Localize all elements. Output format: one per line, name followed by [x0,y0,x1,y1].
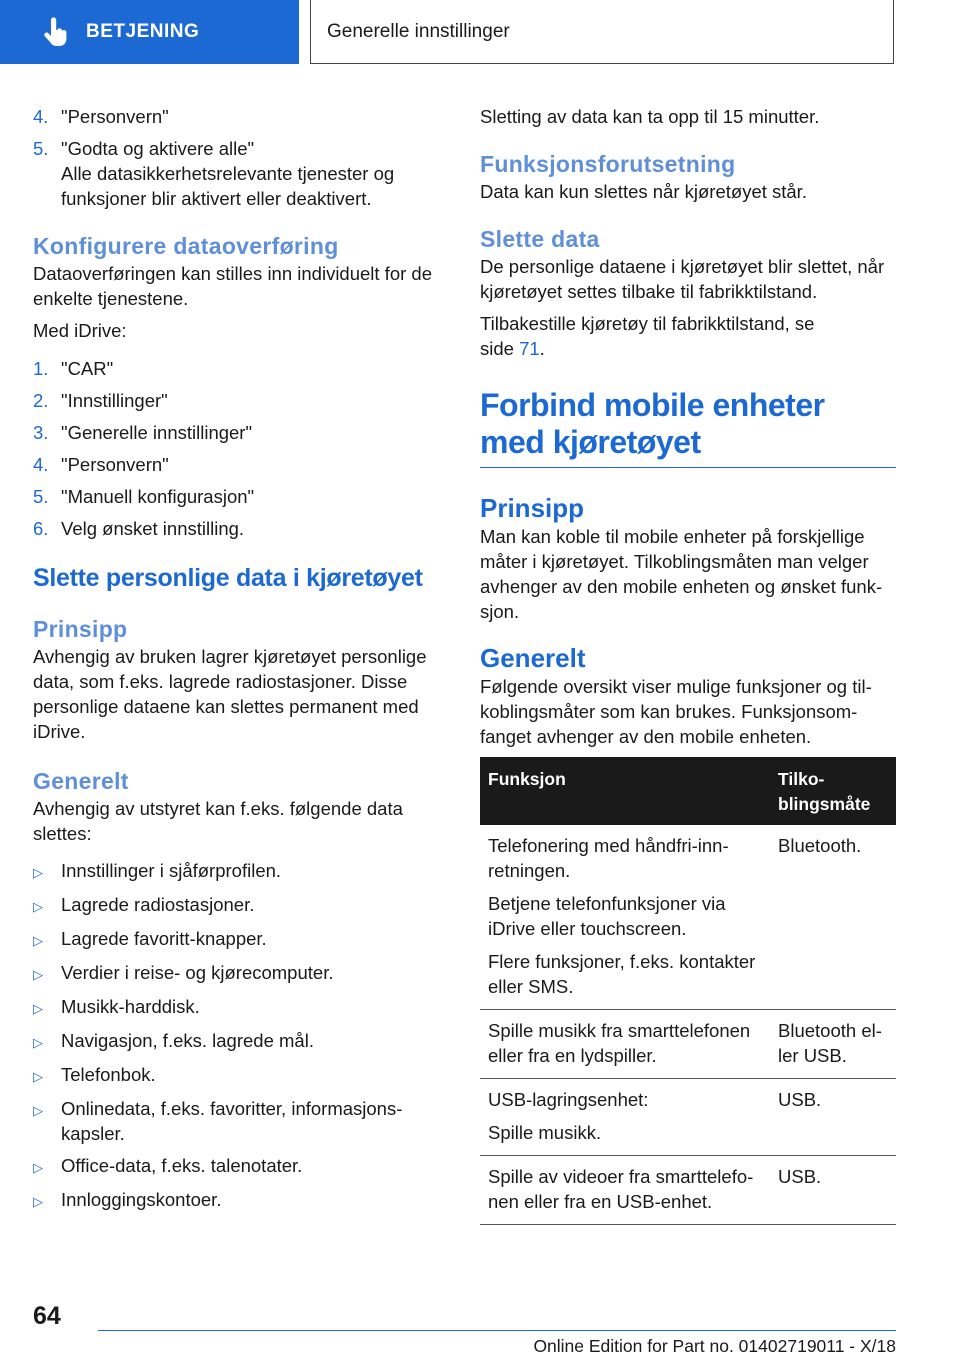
list-item [33,104,443,129]
list-text: Musikk-harddisk. [61,996,200,1017]
cell-text: Flere funksjoner, f.eks. kontakter eller SMS. [488,951,756,997]
heading-slette-personlige-data: Slette personlige data i kjøretøyet [33,564,423,592]
list-item [33,892,443,919]
left-column [33,104,443,1221]
cell-tilkobling: Bluetooth el-ler USB. [770,1010,896,1079]
list-item [33,388,443,413]
cell-funksjon [480,1156,770,1225]
list-item [33,136,443,161]
list-text: "Innstillinger" [61,390,168,411]
list-item [33,926,443,953]
list-text: "Personvern" [61,106,169,127]
list-item [33,1028,443,1055]
list-text: "Personvern" [61,454,169,475]
table-row [480,1156,896,1225]
footer-edition: Online Edition for Part no. 01402719011 - X/18 [533,1336,896,1356]
section-label: BETJENING [86,21,200,42]
list-item [33,994,443,1021]
list-text: Innloggingskontoer. [61,1189,222,1210]
cell-tilkobling: Bluetooth. [770,825,896,1010]
cell-funksjon [480,1010,770,1079]
triangle-bullet-icon: ▷ [33,1001,43,1016]
list-text: "CAR" [61,358,114,379]
cell-text: Betjene telefonfunksjoner via iDrive eller touchscreen. [488,893,726,939]
list-text: Verdier i reise- og kjørecomputer. [61,962,334,983]
triangle-bullet-icon: ▷ [33,933,43,948]
cell-tilkobling: USB. [770,1156,896,1225]
triangle-bullet-icon: ▷ [33,1035,43,1050]
cell-tilkobling: USB. [770,1079,896,1156]
triangle-bullet-icon: ▷ [33,899,43,914]
heading-forbind-mobile-enheter: Forbind mobile enheter med kjøretøyet [480,387,896,468]
list-item [33,516,443,541]
list-text: Telefonbok. [61,1064,156,1085]
paragraph: Avhengig av utstyret kan f.eks. følgende data slettes: [33,798,403,844]
paragraph: Avhengig av bruken lagrer kjøretøyet personlige data, som f.eks. lagrede radiostasjoner. Disse personlige dataene kan slettes permanent med iDrive. [33,646,427,742]
heading-slette-data: Slette data [480,226,600,252]
list-number: 1. [33,358,49,379]
text: . [539,338,545,359]
list-note: Alle datasikkerhetsrelevante tjenester og funksjoner blir aktivert eller deaktivert. [61,163,395,209]
heading-prinsipp: Prinsipp [480,493,585,523]
text: Tilbakestille kjøretøy til fabrikktilstand, se side [480,313,815,359]
triangle-bullet-icon: ▷ [33,865,43,880]
list-item [33,1153,443,1180]
cell-text: USB-lagringsenhet: [488,1089,649,1110]
paragraph: Følgende oversikt viser mulige funksjoner og til-koblingsmåter som kan brukes. Funksjonsom-fanget avhenger av den mobile enheten. [480,676,872,747]
list-text: "Generelle innstillinger" [61,422,253,443]
paragraph: Data kan kun slettes når kjøretøyet står. [480,181,807,202]
triangle-bullet-icon: ▷ [33,967,43,982]
paragraph: Med iDrive: [33,320,127,341]
list-item [33,420,443,445]
list-item [33,1096,443,1146]
heading-prinsipp: Prinsipp [33,616,128,642]
cell-funksjon [480,825,770,1010]
cell-text: Spille av videoer fra smarttelefo-nen eller fra en USB-enhet. [488,1166,754,1212]
cell-text: Spille musikk. [488,1122,602,1143]
heading-generelt: Generelt [33,768,129,794]
topic-label: Generelle innstillinger [327,20,510,42]
connectivity-table [480,757,896,1225]
cell-funksjon [480,1079,770,1156]
page-link[interactable]: 71 [519,338,540,359]
column-header-tilkobling: Tilko-blingsmåte [770,757,896,825]
column-header-funksjon: Funksjon [480,757,770,825]
triangle-bullet-icon: ▷ [33,1194,43,1209]
cell-text: Telefonering med håndfri-inn-retningen. [488,835,729,881]
table-header-row [480,757,896,825]
paragraph: Dataoverføringen kan stilles inn individuelt for de enkelte tjenestene. [33,263,432,309]
heading-generelt: Generelt [480,643,586,673]
table-row [480,1079,896,1156]
list-text: Velg ønsket innstilling. [61,518,245,539]
page-number: 64 [33,1302,61,1330]
paragraph: Sletting av data kan ta opp til 15 minutter. [480,106,820,127]
list-text: Lagrede favoritt-knapper. [61,928,267,949]
paragraph: De personlige dataene i kjøretøyet blir slettet, når kjøretøyet settes tilbake til fabrikktilstand. [480,256,885,302]
paragraph [480,311,840,361]
section-tab [0,0,299,64]
list-number: 5. [33,138,49,159]
list-item [33,356,443,381]
heading-konfigurere: Konfigurere dataoverføring [33,233,339,259]
list-text: "Godta og aktivere alle" [61,138,255,159]
list-item [33,1187,443,1214]
heading-funksjonsforutsetning: Funksjonsforutsetning [480,151,736,177]
list-text: Onlinedata, f.eks. favoritter, informasjons-kapsler. [61,1098,403,1144]
hand-pointer-icon [38,15,72,49]
triangle-bullet-icon: ▷ [33,1160,43,1175]
list-number: 2. [33,390,49,411]
right-column [480,104,896,1225]
list-text: Innstillinger i sjåførprofilen. [61,860,282,881]
list-item [33,1062,443,1089]
triangle-bullet-icon: ▷ [33,1069,43,1084]
list-number: 6. [33,518,49,539]
topic-tab [310,0,894,64]
paragraph: Man kan koble til mobile enheter på forskjellige måter i kjøretøyet. Tilkoblingsmåten man velger avhenger av den mobile enheten og ønsket funk-sjon. [480,526,883,622]
list-item [33,484,443,509]
table-row [480,1010,896,1079]
list-text: Navigasjon, f.eks. lagrede mål. [61,1030,314,1051]
list-text: "Manuell konfigurasjon" [61,486,255,507]
list-number: 3. [33,422,49,443]
list-item [33,960,443,987]
list-item [33,452,443,477]
list-number: 4. [33,106,49,127]
list-item [33,858,443,885]
list-number: 5. [33,486,49,507]
list-text: Lagrede radiostasjoner. [61,894,255,915]
footer-divider [98,1330,896,1331]
cell-text: Spille musikk fra smarttelefonen eller fra en lydspiller. [488,1020,751,1066]
triangle-bullet-icon: ▷ [33,1103,43,1118]
list-number: 4. [33,454,49,475]
table-row [480,825,896,1010]
list-text: Office-data, f.eks. talenotater. [61,1155,303,1176]
